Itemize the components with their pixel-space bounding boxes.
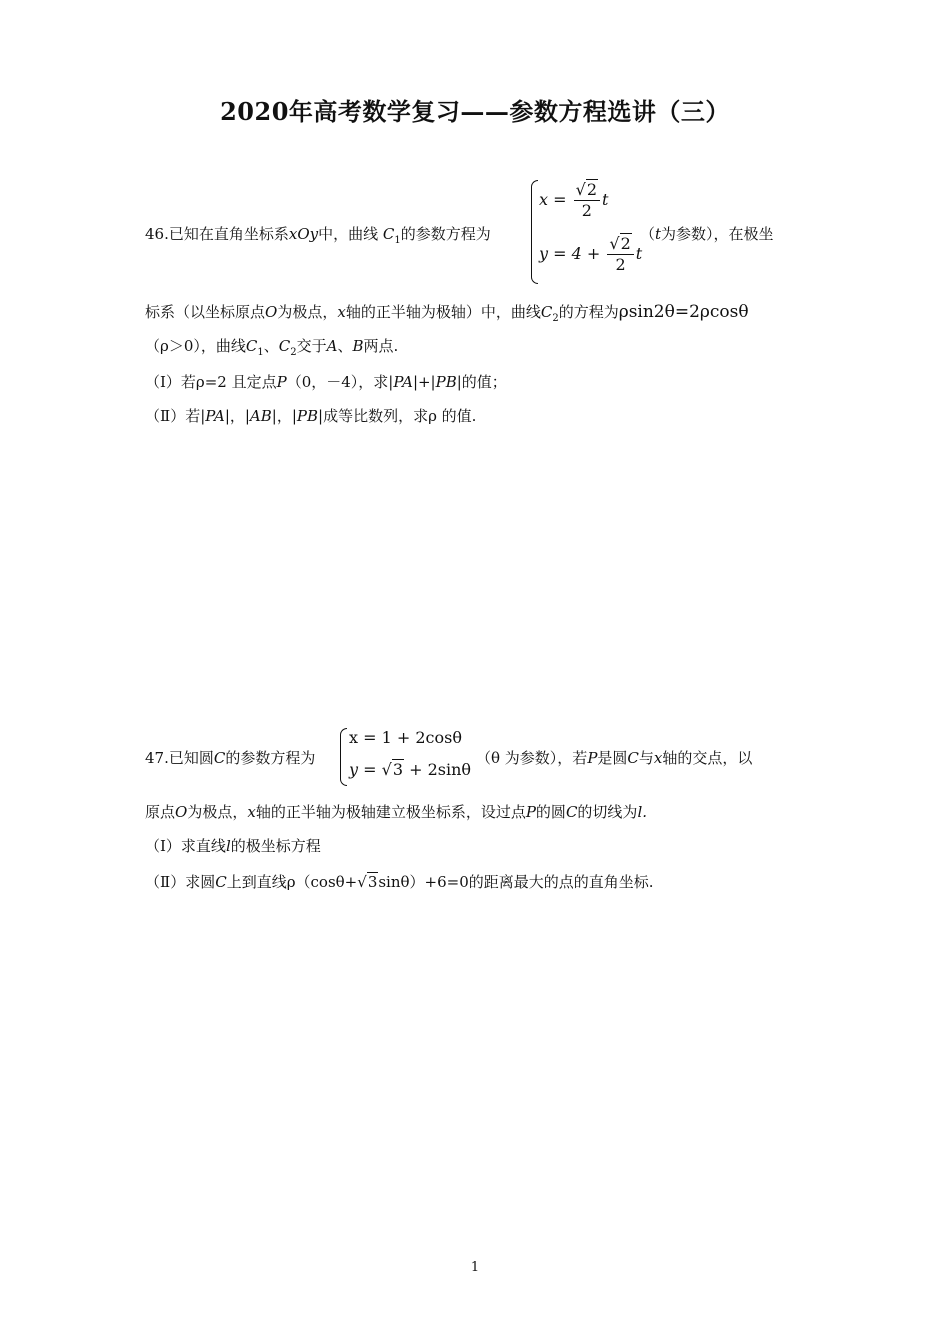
q46-line3-A: A xyxy=(326,337,338,355)
q46-line3-b: 交于 xyxy=(296,337,327,355)
q46-eq2-num: √2 xyxy=(607,234,633,255)
q47-part2-a: （Ⅱ）求圆 xyxy=(145,873,216,891)
q46-part2-PB: PB xyxy=(296,407,319,425)
q46-line3-a: （ρ＞0），曲线 xyxy=(145,337,246,355)
q46-eq2-rad: 2 xyxy=(620,234,631,253)
q47-eq1: x = 1 + 2cosθ xyxy=(349,728,462,747)
q46-part2-d: |成等比数列，求ρ 的值. xyxy=(318,407,477,425)
q46-eq2-lhs: y = 4 + xyxy=(539,244,606,263)
q46-line2-c: 轴的正半轴为极轴）中，曲线 xyxy=(345,303,541,321)
q47-line2-c: 轴的正半轴为极轴建立极坐标系，设过点 xyxy=(255,803,526,821)
q46-part1-PB: PB xyxy=(435,373,457,391)
q46-part1-PA: PA xyxy=(393,373,413,391)
q47-eq2-rad: 3 xyxy=(392,760,404,779)
q46-line1 xyxy=(145,224,491,251)
q47-line2-d: 的圆 xyxy=(535,803,566,821)
q47-line2-P: P xyxy=(525,803,536,821)
page-number: 1 xyxy=(470,1260,480,1275)
q46-part1-a: （Ⅰ）若ρ=2 且定点 xyxy=(145,373,277,391)
q47-part2-c: sinθ）+6=0 xyxy=(378,873,469,891)
q46-lead: 46.已知在直角坐标系 xyxy=(145,225,289,243)
q46-part2-PA: PA xyxy=(205,407,225,425)
q47-after-x: x xyxy=(653,749,663,767)
q46-eq1-rad: 2 xyxy=(586,180,597,199)
q46-part2-c: |，| xyxy=(271,407,297,425)
q46-line2-d: 的方程为 xyxy=(558,303,619,321)
q47-line2-x: x xyxy=(247,803,256,821)
q46-after: 为参数），在极坐 xyxy=(661,225,774,243)
q46-part2-b: |，| xyxy=(224,407,250,425)
q46-eq1-frac xyxy=(574,180,600,221)
q47-part2-b: 上到直线ρ（cosθ+ xyxy=(226,873,358,891)
q46-eq2 xyxy=(539,234,642,275)
q46-eq1-num: √2 xyxy=(574,180,600,201)
q47-line2-l: l. xyxy=(637,803,648,821)
q47-lead: 47.已知圆 xyxy=(145,749,214,767)
q46-part1 xyxy=(145,372,507,392)
q46-eq1-den: 2 xyxy=(581,201,592,220)
q47-line2-b: 为极点， xyxy=(187,803,248,821)
q47-line1-tail xyxy=(476,748,752,768)
q46-eq2-den: 2 xyxy=(615,255,626,274)
q47-after-c: 与 xyxy=(638,749,654,767)
q47-line2 xyxy=(145,802,647,822)
q46-line1-tail: （t为参数），在极坐 xyxy=(640,225,774,243)
q47-after-a: （θ 为参数），若 xyxy=(476,749,588,767)
q47-part1 xyxy=(145,836,321,856)
page-title: 2020年高考数学复习——参数方程选讲（三） xyxy=(220,97,730,126)
q46-line2-c2-sub: 2 xyxy=(552,313,559,324)
q46-line3-c2-sub: 2 xyxy=(290,347,297,358)
q47-eq2-lhs: y = xyxy=(349,760,382,779)
q47-part1-b: 的极坐标方程 xyxy=(230,837,321,855)
q46-line2-x: x xyxy=(337,303,346,321)
q46-line2-a: 标系（以坐标原点 xyxy=(145,303,266,321)
q46-mid1: 中，曲线 xyxy=(318,225,379,243)
q47-after-C: C xyxy=(627,749,639,767)
q47-mid: 的参数方程为 xyxy=(225,749,316,767)
q46-line3-c1-sub: 1 xyxy=(257,347,264,358)
q46-eq2-frac xyxy=(607,234,633,275)
q46-part2-a: （Ⅱ）若| xyxy=(145,407,206,425)
q47-part1-l: l xyxy=(225,837,231,855)
q47-after-P: P xyxy=(587,749,598,767)
q46-eq1-lhs: x = xyxy=(539,190,572,209)
q46-part1-b: （0，－4），求| xyxy=(286,373,394,391)
q47-part2-d: 的距离最大的点的直角坐标. xyxy=(468,873,654,891)
q46-line3-c1: C xyxy=(245,337,258,355)
q46-line2-o: O xyxy=(265,303,278,321)
q47-c: C xyxy=(213,749,226,767)
q46-line3-B: B xyxy=(352,337,364,355)
q46-eq1 xyxy=(539,180,608,221)
q46-c1: C xyxy=(382,225,395,243)
q46-line3 xyxy=(145,336,398,363)
q47-eq2: y = √3 + 2sinθ xyxy=(349,760,472,779)
q46-part2 xyxy=(145,406,476,426)
q46-part1-c: |+| xyxy=(412,373,436,391)
q46-c1-sub: 1 xyxy=(394,235,401,246)
q47-after-d: 轴的交点，以 xyxy=(662,749,753,767)
q46-line3-sep2: 、 xyxy=(337,337,353,355)
q46-param-t: t xyxy=(655,225,662,243)
q46-line2-eq: ρsin2θ=2ρcosθ xyxy=(618,302,749,322)
q46-mid2: 的参数方程为 xyxy=(400,225,491,243)
q47-line2-C: C xyxy=(565,803,578,821)
q47-part2-C: C xyxy=(215,873,227,891)
q47-part2-rad: 3 xyxy=(367,873,378,891)
q46-line2-c2: C xyxy=(540,303,553,321)
q46-eq2-t: t xyxy=(635,244,643,263)
q47-eq2-rhs: + 2sinθ xyxy=(404,760,472,779)
q47-part2: （Ⅱ）求圆C上到直线ρ（cosθ+√3sinθ）+6=0的距离最大的点的直角坐标. xyxy=(145,873,654,891)
q46-line3-sep: 、 xyxy=(263,337,279,355)
q46-line2-b: 为极点， xyxy=(277,303,338,321)
q46-part1-d: |的值； xyxy=(456,373,507,391)
q47-line2-e: 的切线为 xyxy=(577,803,638,821)
q47-line2-a: 原点 xyxy=(145,803,176,821)
q46-system-brace xyxy=(531,180,538,284)
q47-after-b: 是圆 xyxy=(597,749,628,767)
q47-line1 xyxy=(145,748,315,768)
q46-line2 xyxy=(145,302,749,329)
q46-xoy: xOy xyxy=(288,225,319,243)
q47-line2-O: O xyxy=(175,803,188,821)
q46-part2-AB: AB xyxy=(249,407,272,425)
q46-eq1-t: t xyxy=(602,190,609,209)
q47-system-brace xyxy=(340,728,347,786)
q46-line3-c2: C xyxy=(278,337,291,355)
q47-part1-a: （Ⅰ）求直线 xyxy=(145,837,226,855)
q46-line3-c: 两点. xyxy=(363,337,399,355)
q46-part1-P: P xyxy=(276,373,287,391)
